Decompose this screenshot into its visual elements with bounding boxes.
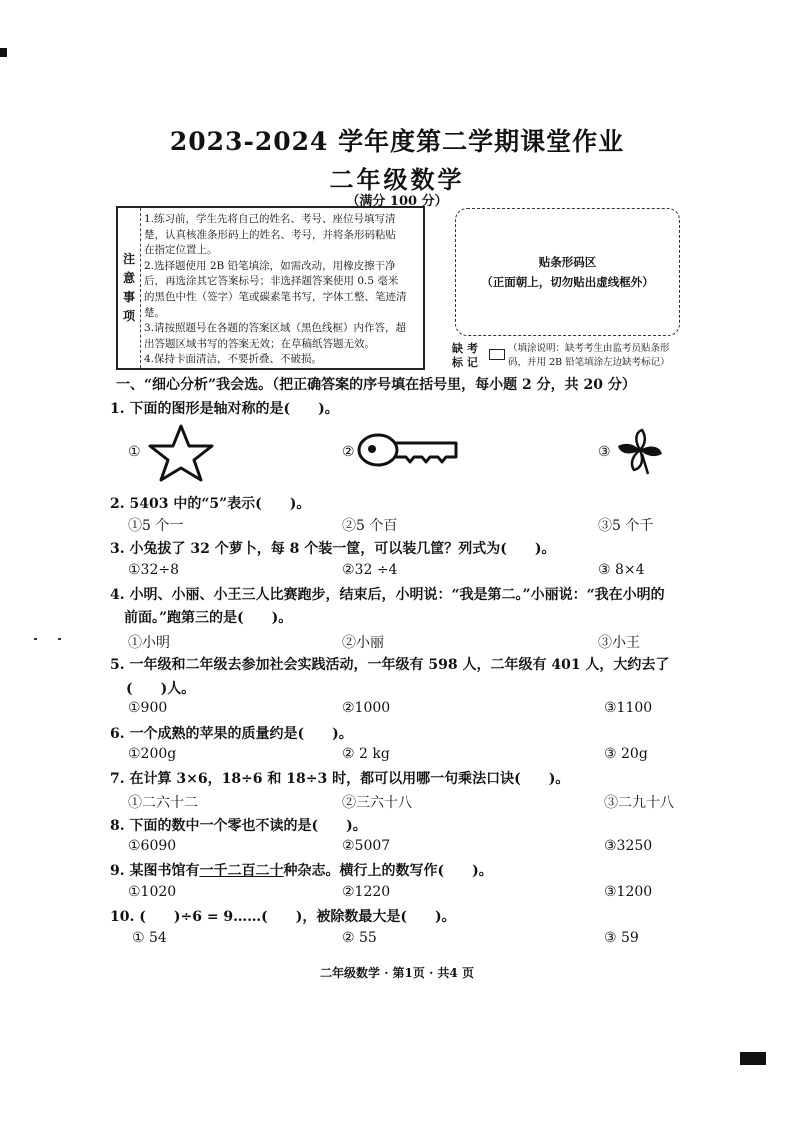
question-2: 2. 5403 中的“5”表示( )。 [110,496,311,512]
option-5b: ②1000 [342,700,391,716]
question-4-cont: 前面。”跑第三的是( )。 [124,610,293,626]
option-7c: ③二九十八 [604,795,674,811]
page-title: 2023-2024 学年度第二学期课堂作业 [169,127,625,156]
star-icon [146,422,216,482]
option-8a: ①6090 [128,838,177,854]
option-10b: ② 55 [342,930,377,946]
notice-box [116,206,425,370]
option-8b: ②5007 [342,838,391,854]
option-1b: ② [342,444,355,460]
option-9c: ③1200 [604,884,653,900]
option-6b: ② 2 kg [342,746,390,762]
option-6a: ①200g [128,746,177,762]
question-10: 10. ( )÷6 = 9……( )，被除数最大是( )。 [110,909,456,925]
absence-mark-area: 缺 考 标 记 （填涂说明：缺考考生由监考员贴条形 码，并用 2B 铅笔填涂左边缺考标记） [452,342,670,369]
question-5: 5. 一年级和二年级去参加社会实践活动，一年级有 598 人，二年级有 401 人，大约去了 [110,657,670,673]
option-7a: ①二六十二 [128,795,198,811]
question-5-cont: ( )人。 [126,681,196,697]
question-7: 7. 在计算 3×6，18÷6 和 18÷3 时，都可以用哪一句乘法口诀( )。 [110,771,570,787]
option-2a: ①5 个一 [128,518,184,534]
scan-dot [58,638,61,640]
option-6c: ③ 20g [604,746,648,762]
option-3a: ①32÷8 [128,562,180,578]
question-3: 3. 小兔拔了 32 个萝卜，每 8 个装一筐，可以装几筐？列式为( )。 [110,541,556,557]
option-9a: ①1020 [128,884,177,900]
notice-text: 1.练习前，学生先将自己的姓名、考号、座位号填写清 楚，认真核准条形码上的姓名、考号，并将条形码粘贴 在指定位置上。 2.选择题使用 2B 铅笔填涂，如需改动，用橡皮擦干净 后，再选涂其它答案标号；非选择题答案使用 0.5 毫米 的黑色中性（签字）笔或碳素笔书写，字体工整、笔迹清 楚。 3.请按照题号在各题的答案区域（黑色线框）内作答，超 出答题区域书写的答案无效；在草稿纸答题无效。 4.保持卡面清洁，不要折叠、不破损。 [144,213,407,366]
pinwheel-icon [612,426,668,476]
option-5c: ③1100 [604,700,653,716]
option-10a: ① 54 [132,930,167,946]
option-2c: ③5 个千 [598,518,654,534]
option-2b: ②5 个百 [342,518,398,534]
page-footer: 二年级数学 · 第1页 · 共4 页 [320,966,474,980]
option-4a: ①小明 [128,635,170,651]
option-5a: ①900 [128,700,168,716]
scan-dot [34,638,37,640]
question-1: 1. 下面的图形是轴对称的是( )。 [110,401,339,417]
scan-mark [740,1052,766,1065]
option-3b: ②32 ÷4 [342,562,398,578]
barcode-area: 贴条形码区 （正面朝上，切勿贴出虚线框外） [455,208,680,336]
underlined-number: 一千二百二十 [199,863,284,879]
option-9b: ②1220 [342,884,391,900]
option-8c: ③3250 [604,838,653,854]
question-4: 4. 小明、小丽、小王三人比赛跑步，结束后，小明说：“我是第二。”小丽说：“我在小明的 [110,587,665,603]
option-1a: ① [128,444,141,460]
question-8: 8. 下面的数中一个零也不读的是( )。 [110,818,367,834]
absence-checkbox[interactable] [489,349,505,360]
scan-mark [0,48,7,57]
question-6: 6. 一个成熟的苹果的质量约是( )。 [110,726,353,742]
option-7b: ②三六十八 [342,795,412,811]
full-score: （满分 100 分） [346,194,448,209]
question-9: 9. 某图书馆有一千二百二十种杂志。横行上的数写作( )。 [110,863,493,879]
option-1c: ③ [598,444,611,460]
option-4b: ②小丽 [342,635,384,651]
key-icon [356,428,460,472]
section-heading: 一、“细心分析”我会选。（把正确答案的序号填在括号里，每小题 2 分，共 20 分） [116,377,636,393]
subject-title: 二年级数学 [329,165,465,194]
option-3c: ③ 8×4 [598,562,645,578]
notice-label: 注 意 事 项 [118,208,141,368]
option-10c: ③ 59 [604,930,639,946]
option-4c: ③小王 [598,635,640,651]
